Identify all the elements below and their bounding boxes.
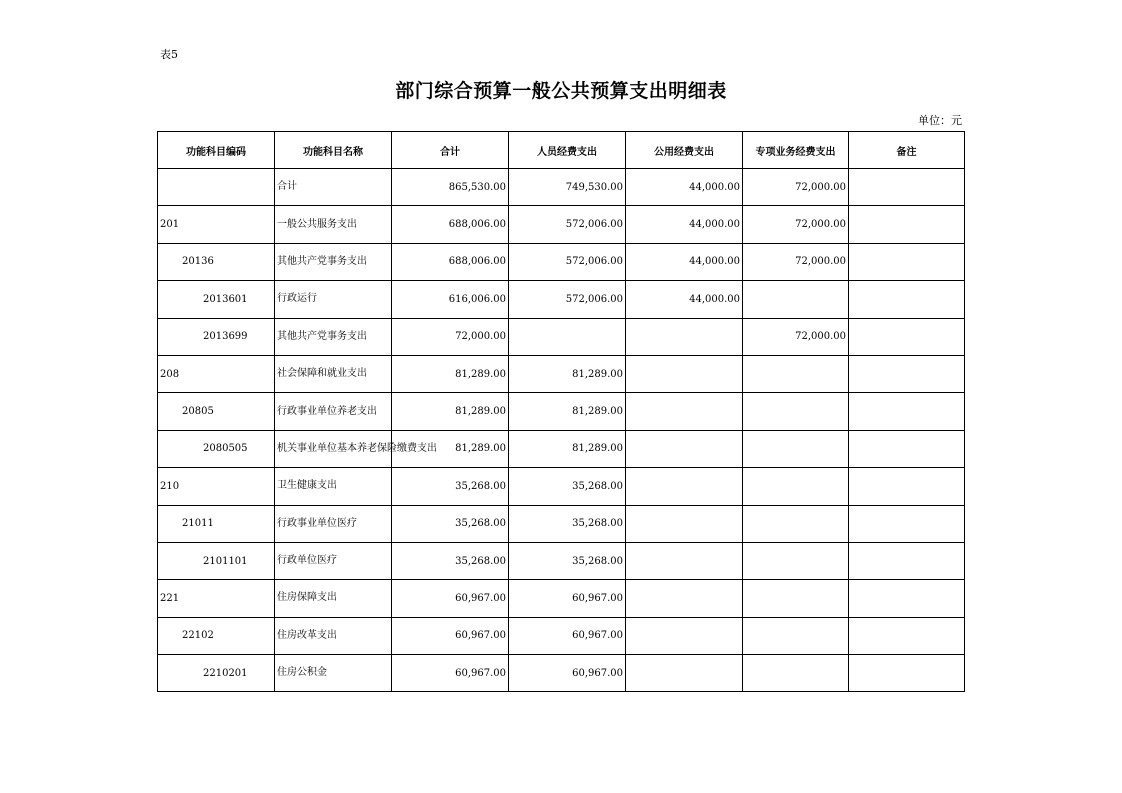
- special-expense-cell: [743, 655, 849, 692]
- total-cell: 60,967.00: [392, 655, 509, 692]
- personnel-expense-cell: [509, 318, 626, 355]
- personnel-expense-cell: 60,967.00: [509, 617, 626, 654]
- note-cell: [849, 430, 965, 467]
- personnel-expense-cell: 572,006.00: [509, 243, 626, 280]
- function-code-cell: 201: [158, 206, 275, 243]
- function-code-cell: 2080505: [158, 430, 275, 467]
- personnel-expense-cell: 35,268.00: [509, 505, 626, 542]
- function-code-cell: 20136: [158, 243, 275, 280]
- personnel-expense-cell: 81,289.00: [509, 393, 626, 430]
- total-cell: 35,268.00: [392, 542, 509, 579]
- table-row: [158, 243, 965, 280]
- table-row: [158, 617, 965, 654]
- note-cell: [849, 393, 965, 430]
- table-row: [158, 580, 965, 617]
- table-row: [158, 206, 965, 243]
- function-code-cell: 20805: [158, 393, 275, 430]
- note-cell: [849, 243, 965, 280]
- special-expense-cell: [743, 580, 849, 617]
- function-code-cell: 2101101: [158, 542, 275, 579]
- function-code-cell: 2013699: [158, 318, 275, 355]
- function-name-cell: 住房公积金: [275, 655, 392, 692]
- table-row: [158, 430, 965, 467]
- column-header: 备注: [849, 132, 965, 169]
- personnel-expense-cell: 749,530.00: [509, 169, 626, 206]
- special-expense-cell: [743, 505, 849, 542]
- table-row: [158, 169, 965, 206]
- public-expense-cell: 44,000.00: [626, 243, 743, 280]
- function-code-cell: 221: [158, 580, 275, 617]
- total-cell: 81,289.00: [392, 430, 509, 467]
- note-cell: [849, 542, 965, 579]
- function-code-cell: 210: [158, 468, 275, 505]
- total-cell: 35,268.00: [392, 505, 509, 542]
- note-cell: [849, 169, 965, 206]
- total-cell: 60,967.00: [392, 580, 509, 617]
- total-cell: 81,289.00: [392, 355, 509, 392]
- function-name-cell: 行政事业单位医疗: [275, 505, 392, 542]
- budget-detail-table: [157, 131, 965, 692]
- public-expense-cell: [626, 468, 743, 505]
- public-expense-cell: [626, 542, 743, 579]
- total-cell: 688,006.00: [392, 243, 509, 280]
- function-name-cell: 合计: [275, 169, 392, 206]
- column-header: 功能科目编码: [158, 132, 275, 169]
- function-name-cell: 住房改革支出: [275, 617, 392, 654]
- column-header: 功能科目名称: [275, 132, 392, 169]
- function-name-cell: 行政运行: [275, 281, 392, 318]
- table-row: [158, 542, 965, 579]
- function-name-cell: 其他共产党事务支出: [275, 318, 392, 355]
- public-expense-cell: [626, 505, 743, 542]
- personnel-expense-cell: 60,967.00: [509, 655, 626, 692]
- total-cell: 865,530.00: [392, 169, 509, 206]
- function-name-cell: 卫生健康支出: [275, 468, 392, 505]
- special-expense-cell: 72,000.00: [743, 169, 849, 206]
- table-row: [158, 281, 965, 318]
- page-title: 部门综合预算一般公共预算支出明细表: [395, 80, 727, 102]
- column-header: 专项业务经费支出: [743, 132, 849, 169]
- total-cell: 688,006.00: [392, 206, 509, 243]
- total-cell: 616,006.00: [392, 281, 509, 318]
- function-code-cell: 2210201: [158, 655, 275, 692]
- special-expense-cell: 72,000.00: [743, 318, 849, 355]
- function-name-cell: 其他共产党事务支出: [275, 243, 392, 280]
- column-header: 合计: [392, 132, 509, 169]
- personnel-expense-cell: 81,289.00: [509, 430, 626, 467]
- personnel-expense-cell: 572,006.00: [509, 281, 626, 318]
- public-expense-cell: [626, 318, 743, 355]
- function-name-cell: 住房保障支出: [275, 580, 392, 617]
- public-expense-cell: [626, 430, 743, 467]
- note-cell: [849, 655, 965, 692]
- public-expense-cell: 44,000.00: [626, 206, 743, 243]
- function-name-cell: 行政单位医疗: [275, 542, 392, 579]
- special-expense-cell: [743, 617, 849, 654]
- table-row: [158, 393, 965, 430]
- note-cell: [849, 355, 965, 392]
- special-expense-cell: 72,000.00: [743, 206, 849, 243]
- personnel-expense-cell: 35,268.00: [509, 468, 626, 505]
- public-expense-cell: 44,000.00: [626, 281, 743, 318]
- special-expense-cell: [743, 468, 849, 505]
- public-expense-cell: [626, 355, 743, 392]
- table-row: [158, 655, 965, 692]
- function-name-cell: 机关事业单位基本养老保险缴费支出: [275, 430, 392, 467]
- note-cell: [849, 505, 965, 542]
- total-cell: 81,289.00: [392, 393, 509, 430]
- function-code-cell: 2013601: [158, 281, 275, 318]
- public-expense-cell: [626, 393, 743, 430]
- public-expense-cell: 44,000.00: [626, 169, 743, 206]
- special-expense-cell: 72,000.00: [743, 243, 849, 280]
- note-cell: [849, 580, 965, 617]
- function-code-cell: 22102: [158, 617, 275, 654]
- special-expense-cell: [743, 281, 849, 318]
- unit-label: 单位：元: [918, 114, 962, 127]
- table-header-row: [158, 132, 965, 169]
- personnel-expense-cell: 81,289.00: [509, 355, 626, 392]
- total-cell: 35,268.00: [392, 468, 509, 505]
- note-cell: [849, 318, 965, 355]
- special-expense-cell: [743, 430, 849, 467]
- table-number-label: 表5: [160, 48, 178, 61]
- total-cell: 60,967.00: [392, 617, 509, 654]
- note-cell: [849, 206, 965, 243]
- function-code-cell: [158, 169, 275, 206]
- public-expense-cell: [626, 617, 743, 654]
- special-expense-cell: [743, 393, 849, 430]
- special-expense-cell: [743, 542, 849, 579]
- function-code-cell: 21011: [158, 505, 275, 542]
- column-header: 人员经费支出: [509, 132, 626, 169]
- special-expense-cell: [743, 355, 849, 392]
- column-header: 公用经费支出: [626, 132, 743, 169]
- table-row: [158, 318, 965, 355]
- table-row: [158, 355, 965, 392]
- personnel-expense-cell: 572,006.00: [509, 206, 626, 243]
- personnel-expense-cell: 60,967.00: [509, 580, 626, 617]
- function-name-cell: 行政事业单位养老支出: [275, 393, 392, 430]
- note-cell: [849, 468, 965, 505]
- note-cell: [849, 617, 965, 654]
- public-expense-cell: [626, 580, 743, 617]
- table-row: [158, 468, 965, 505]
- function-code-cell: 208: [158, 355, 275, 392]
- table-row: [158, 505, 965, 542]
- personnel-expense-cell: 35,268.00: [509, 542, 626, 579]
- function-name-cell: 一般公共服务支出: [275, 206, 392, 243]
- total-cell: 72,000.00: [392, 318, 509, 355]
- public-expense-cell: [626, 655, 743, 692]
- function-name-cell: 社会保障和就业支出: [275, 355, 392, 392]
- note-cell: [849, 281, 965, 318]
